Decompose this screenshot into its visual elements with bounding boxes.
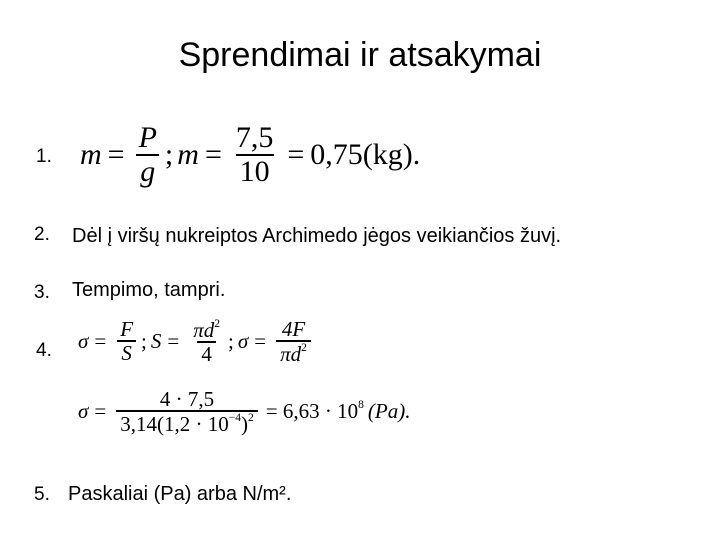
formula-s: S [150,328,162,353]
denominator-s: S [117,340,136,364]
item-number-3: 3. [34,282,50,303]
formula-equals: = [107,137,125,171]
formula-stress-definitions [78,318,315,365]
item-number-1: 1. [36,146,52,167]
formula-equals-3: = [287,137,305,171]
formula-result: 0,75(kg). [310,137,421,171]
denominator-g: g [136,154,159,188]
numerator-p: P [138,121,157,154]
fraction-4f-over-pi-d2 [276,318,311,365]
denominator-10: 10 [236,154,274,188]
formula-result-2: = $6,63 \cdot 10^8$ (Pa). [265,398,411,423]
numerator-4f: 4F [281,317,306,341]
formula-sigma-3: σ [78,398,89,423]
fraction-pi-d2-over-4 [189,318,224,365]
page-title: Sprendimai ir atsakymai [178,36,542,74]
formula-m: m [80,137,102,171]
formula-sigma: σ [78,328,89,353]
denominator-area: $3,14(1,2 \cdot 10^{-4})^2$ [116,410,258,435]
item-number-5: 5. [34,484,50,505]
formula-equals-5: = [167,328,180,353]
formula-mass [80,122,420,187]
denominator-4: 4 [197,341,216,365]
denominator-pi-d2: $\pi d^2$ [276,340,311,365]
numerator-7-5: 7,5 [235,121,274,154]
item-number-4: 4. [36,340,52,361]
formula-stress-calculation [78,388,410,435]
numerator-pi-d2: $\pi d^2$ [193,317,221,342]
fraction-stress-value [116,388,258,435]
fraction-7-5-over-10 [232,122,278,187]
formula-m-2: m [177,137,199,171]
formula-sigma-2: σ [237,328,249,353]
fraction-p-over-g [135,122,161,187]
formula-equals-2: = [204,137,222,171]
formula-separator: ; [164,137,174,171]
fraction-f-over-s [116,318,137,364]
item-number-2: 2. [34,224,50,245]
answer-5-text: Paskaliai (Pa) arba N/m². [68,483,292,505]
numerator-4-times-7-5: 4 · 7,5 [159,387,215,411]
formula-equals-4: = [94,328,107,353]
numerator-f: F [120,317,134,342]
answer-3-text: Tempimo, tampri. [72,279,226,301]
formula-equals-6: = [254,328,267,353]
formula-equals-7: = [94,398,107,423]
formula-separator-2: ; [141,328,147,353]
answer-2-text: Dėl į viršų nukreiptos Archimedo jėgos veikiančios žuvį. [72,225,562,247]
formula-separator-3: ; [228,328,234,353]
